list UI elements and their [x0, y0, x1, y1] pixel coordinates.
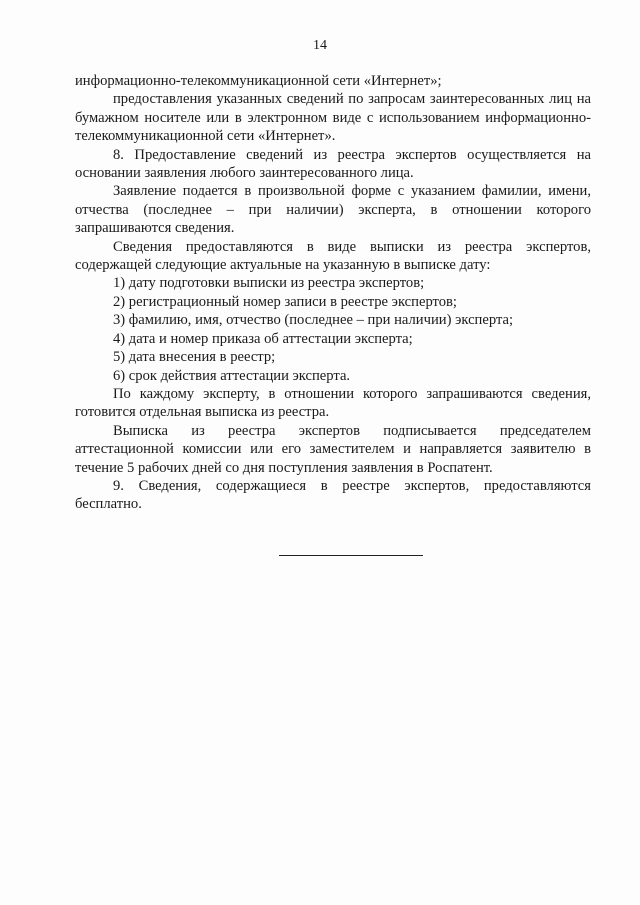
paragraph: По каждому эксперту, в отношении которого запрашиваются сведения, готовится отдельная выписка из реестра.: [75, 385, 591, 421]
paragraph: Заявление подается в произвольной форме с указанием фамилии, имени, отчества (последнее – при наличии) эксперта, в отношении которого запрашиваются сведения.: [75, 183, 591, 237]
paragraph: информационно-телекоммуникационной сети «Интернет»;: [75, 73, 442, 89]
list-item: 1) дату подготовки выписки из реестра экспертов;: [113, 275, 425, 292]
paragraph: Выписка из реестра экспертов подписывается председателем аттестационной комиссии или его заместителем и направляется заявителю в течение 5 рабочих дней со дня поступления заявления в Роспатент.: [75, 422, 591, 476]
list-item: 6) срок действия аттестации эксперта.: [113, 367, 351, 384]
list-item: 2) регистрационный номер записи в реестре экспертов;: [113, 293, 457, 310]
paragraph: Сведения предоставляются в виде выписки из реестра экспертов, содержащей следующие актуальные на указанную в выписке дату:: [75, 238, 591, 274]
page-number: 14: [313, 38, 327, 53]
paragraph: предоставления указанных сведений по запросам заинтересованных лиц на бумажном носителе или в электронном виде с использованием информационно-телекоммуникационной сети «Интернет».: [75, 91, 591, 145]
list-item: 4) дата и номер приказа об аттестации эксперта;: [113, 330, 413, 347]
paragraph: 8. Предоставление сведений из реестра экспертов осуществляется на основании заявления любого заинтересованного лица.: [75, 146, 591, 182]
end-separator-line: [279, 555, 423, 556]
document-body: [75, 72, 591, 514]
list-item: 3) фамилию, имя, отчество (последнее – при наличии) эксперта;: [113, 312, 514, 329]
list-item: 5) дата внесения в реестр;: [113, 349, 276, 366]
paragraph: 9. Сведения, содержащиеся в реестре экспертов, предоставляются бесплатно.: [75, 477, 591, 513]
